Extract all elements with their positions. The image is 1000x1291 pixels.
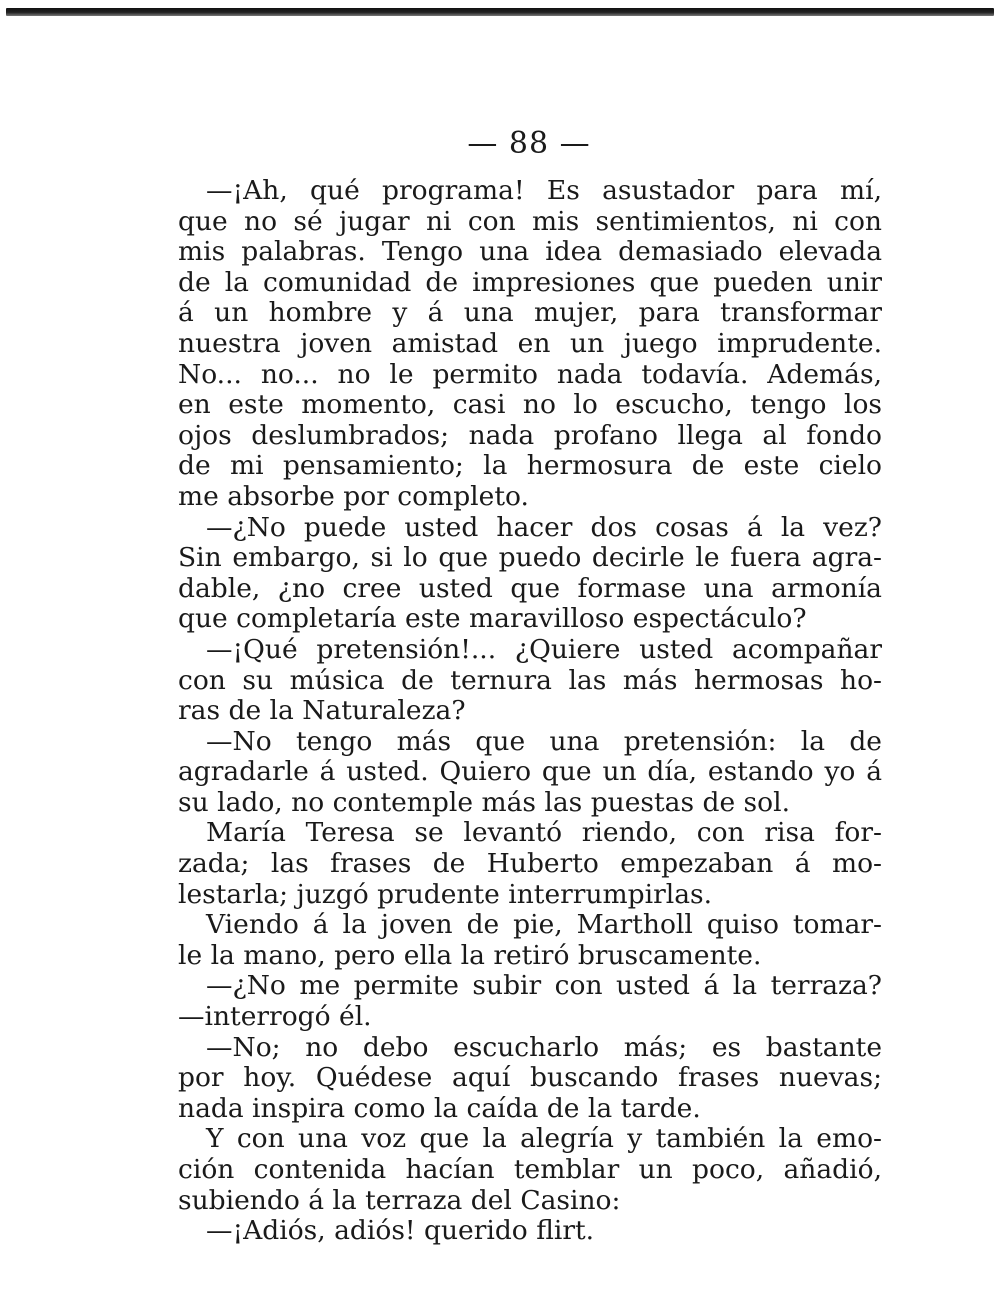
page-number [0, 126, 1000, 161]
text-line: que no sé jugar ni con mis sentimientos, ni con [178, 206, 882, 237]
text-line: de mi pensamiento; la hermosura de este cielo [178, 451, 882, 482]
text-line: dable, ¿no cree usted que formase una armonía [178, 573, 882, 604]
text-line: Y con una voz que la alegría y también la emo- [206, 1124, 882, 1155]
text-line: nuestra joven amistad en un juego imprudente. [178, 328, 882, 359]
text-line: Viendo á la joven de pie, Martholl quiso tomar- [206, 910, 882, 941]
text-line: María Teresa se levantó riendo, con risa for- [206, 818, 882, 849]
text-line: con su música de ternura las más hermosas ho- [178, 665, 882, 696]
body-text [178, 176, 882, 1247]
text-line: que completaría este maravilloso espectáculo? [178, 604, 807, 635]
text-line: —No; no debo escucharlo más; es bastante [206, 1032, 882, 1063]
text-line: ras de la Naturaleza? [178, 696, 466, 727]
text-line: su lado, no contemple más las puestas de sol. [178, 787, 790, 818]
text-line: —No tengo más que una pretensión: la de [206, 726, 882, 757]
text-line: agradarle á usted. Quiero que un día, estando yo á [178, 757, 882, 788]
text-line: subiendo á la terraza del Casino: [178, 1185, 621, 1216]
text-line: ción contenida hacían temblar un poco, añadió, [178, 1155, 882, 1185]
text-line: —¿No puede usted hacer dos cosas á la vez? [206, 512, 882, 543]
text-line: —¡Adiós, adiós! querido flirt. [206, 1216, 595, 1247]
text-line: ojos deslumbrados; nada profano llega al fondo [178, 420, 882, 451]
text-line: lestarla; juzgó prudente interrumpirlas. [178, 879, 713, 910]
text-line: á un hombre y á una mujer, para transformar [178, 298, 882, 329]
text-line: le la mano, pero ella la retiró bruscamente. [178, 940, 762, 971]
text-line: Sin embargo, si lo que puedo decirle le fuera agra- [178, 543, 882, 574]
text-line: —¡Ah, qué programa! Es asustador para mí, [206, 176, 882, 206]
text-line: —¿No me permite subir con usted á la terraza? [206, 971, 882, 1002]
text-line: No... no... no le permito nada todavía. Además, [178, 359, 882, 390]
text-line: zada; las frases de Huberto empezaban á mo- [178, 849, 882, 880]
text-line: en este momento, casi no lo escucho, tengo los [178, 390, 882, 421]
text-line: —interrogó él. [178, 1002, 372, 1033]
text-line: nada inspira como la caída de la tarde. [178, 1093, 701, 1124]
text-line: por hoy. Quédese aquí buscando frases nuevas; [178, 1063, 882, 1094]
page-number-text: — 88 — [467, 126, 591, 161]
text-line: mis palabras. Tengo una idea demasiado elevada [178, 237, 882, 268]
top-border-rule [6, 8, 994, 16]
text-line: de la comunidad de impresiones que pueden unir [178, 267, 882, 298]
text-line: me absorbe por completo. [178, 481, 529, 512]
text-line: —¡Qué pretensión!... ¿Quiere usted acompañar [206, 634, 882, 665]
